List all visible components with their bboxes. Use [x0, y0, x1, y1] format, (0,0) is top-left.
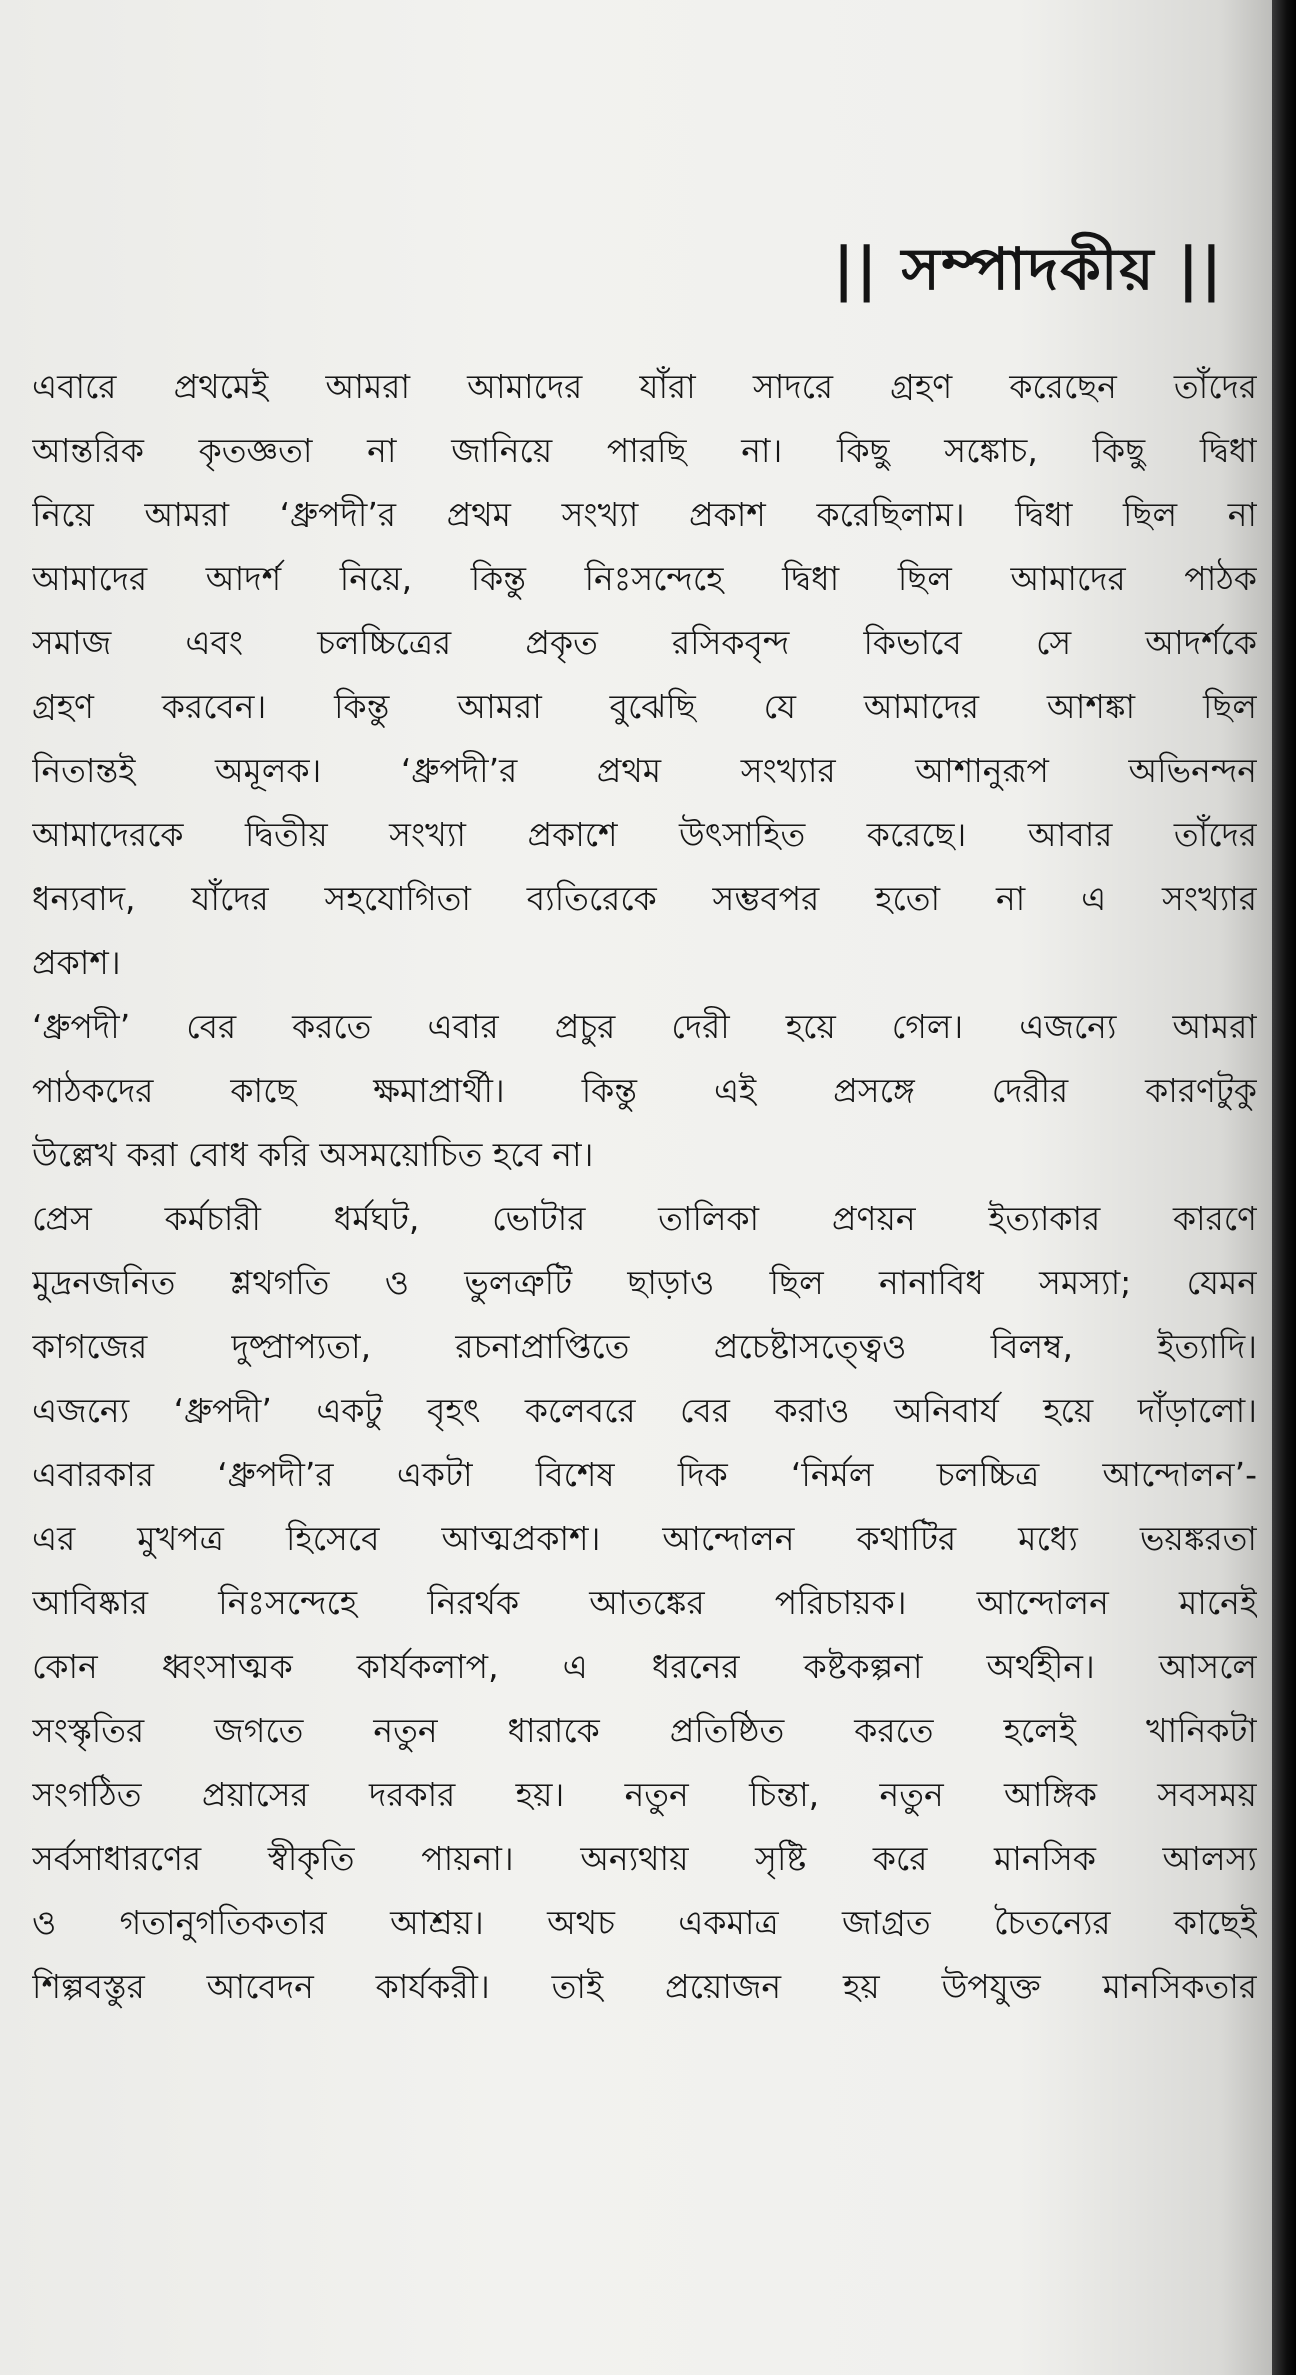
- text-line: নিয়ে আমরা ‘ধ্রুপদী’র প্রথম সংখ্যা প্রকাশ করেছিলাম। দ্বিধা ছিল না: [32, 495, 1257, 534]
- editorial-body: [32, 355, 1257, 2019]
- text-line: ‘ধ্রুপদী’ বের করতে এবার প্রচুর দেরী হয়ে গেল। এজন্যে আমরা: [32, 1007, 1257, 1046]
- text-line: আন্তরিক কৃতজ্ঞতা না জানিয়ে পারছি না। কিছু সঙ্কোচ, কিছু দ্বিধা: [32, 431, 1257, 470]
- text-line: সংগঠিত প্রয়াসের দরকার হয়। নতুন চিন্তা, নতুন আঙ্গিক সবসময়: [32, 1775, 1257, 1814]
- text-line: এজন্যে ‘ধ্রুপদী’ একটু বৃহৎ কলেবরে বের করাও অনিবার্য হয়ে দাঁড়ালো।: [32, 1391, 1257, 1430]
- text-line: গ্রহণ করবেন। কিন্তু আমরা বুঝেছি যে আমাদের আশঙ্কা ছিল: [32, 687, 1257, 726]
- text-line: এবারকার ‘ধ্রুপদী’র একটা বিশেষ দিক ‘নির্মল চলচ্চিত্র আন্দোলন’-: [32, 1455, 1257, 1494]
- text-line: পাঠকদের কাছে ক্ষমাপ্রার্থী। কিন্তু এই প্রসঙ্গে দেরীর কারণটুকু: [32, 1071, 1257, 1110]
- text-line: কোন ধ্বংসাত্মক কার্যকলাপ, এ ধরনের কষ্টকল্পনা অর্থহীন। আসলে: [32, 1647, 1257, 1686]
- text-line: সংস্কৃতির জগতে নতুন ধারাকে প্রতিষ্ঠিত করতে হলেই খানিকটা: [32, 1711, 1257, 1750]
- text-line: সমাজ এবং চলচ্চিত্রের প্রকৃত রসিকবৃন্দ কিভাবে সে আদর্শকে: [32, 623, 1257, 662]
- text-line: নিতান্তই অমূলক। ‘ধ্রুপদী’র প্রথম সংখ্যার আশানুরূপ অভিনন্দন: [32, 751, 1257, 790]
- text-line: উল্লেখ করা বোধ করি অসময়োচিত হবে না।: [32, 1135, 594, 1174]
- page-edge-shadow: [1272, 0, 1296, 2375]
- text-line: শিল্পবস্তুর আবেদন কার্যকরী। তাই প্রয়োজন হয় উপযুক্ত মানসিকতার: [32, 1967, 1257, 2006]
- page-title: || সম্পাদকীয় ||: [833, 235, 1224, 303]
- text-line: সর্বসাধারণের স্বীকৃতি পায়না। অন্যথায় সৃষ্টি করে মানসিক আলস্য: [32, 1839, 1257, 1878]
- text-line: মুদ্রনজনিত শ্লথগতি ও ভুলত্রুটি ছাড়াও ছিল নানাবিধ সমস্যা; যেমন: [32, 1263, 1257, 1302]
- text-line: প্রেস কর্মচারী ধর্মঘট, ভোটার তালিকা প্রণয়ন ইত্যাকার কারণে: [32, 1199, 1257, 1238]
- text-line: প্রকাশ।: [32, 943, 121, 982]
- text-line: এবারে প্রথমেই আমরা আমাদের যাঁরা সাদরে গ্রহণ করেছেন তাঁদের: [32, 367, 1257, 406]
- text-line: ও গতানুগতিকতার আশ্রয়। অথচ একমাত্র জাগ্রত চৈতন্যের কাছেই: [32, 1903, 1257, 1942]
- text-line: ধন্যবাদ, যাঁদের সহযোগিতা ব্যতিরেকে সম্ভবপর হতো না এ সংখ্যার: [32, 879, 1257, 918]
- text-line: এর মুখপত্র হিসেবে আত্মপ্রকাশ। আন্দোলন কথাটির মধ্যে ভয়ঙ্করতা: [32, 1519, 1257, 1558]
- text-line: আমাদেরকে দ্বিতীয় সংখ্যা প্রকাশে উৎসাহিত করেছে। আবার তাঁদের: [32, 815, 1257, 854]
- text-line: আবিষ্কার নিঃসন্দেহে নিরর্থক আতঙ্কের পরিচায়ক। আন্দোলন মানেই: [32, 1583, 1257, 1622]
- text-line: কাগজের দুষ্প্রাপ্যতা, রচনাপ্রাপ্তিতে প্রচেষ্টাসত্ত্বেও বিলম্ব, ইত্যাদি।: [32, 1327, 1257, 1366]
- text-line: আমাদের আদর্শ নিয়ে, কিন্তু নিঃসন্দেহে দ্বিধা ছিল আমাদের পাঠক: [32, 559, 1257, 598]
